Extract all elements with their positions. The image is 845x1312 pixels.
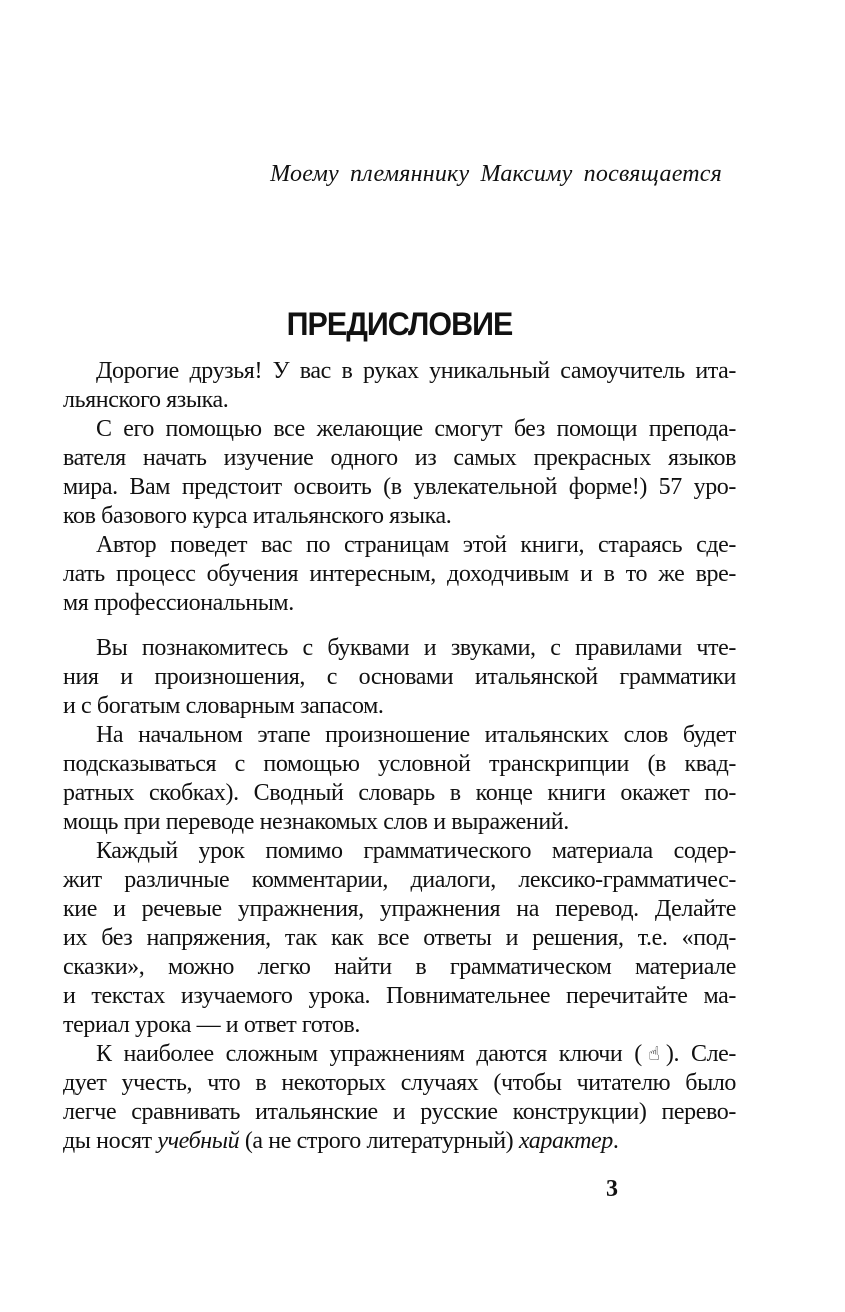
text-line: Автор поведет вас по страницам этой книги, стараясь сде- <box>96 532 736 558</box>
text-line: ков базового курса итальянского языка. <box>63 503 452 529</box>
text-line: вателя начать изучение одного из самых прекрасных языков <box>63 445 736 471</box>
paragraph <box>63 837 736 1040</box>
text-line: мира. Вам предстоит освоить (в увлекательной форме!) 57 уро- <box>63 474 736 500</box>
dedication-text: Моему племяннику Максиму посвящается <box>270 161 722 187</box>
preface-title: ПРЕДИСЛОВИЕ <box>286 306 513 342</box>
text-line: дует учесть, что в некоторых случаях (чтобы читателю было <box>63 1070 736 1096</box>
text-line: териал урока — и ответ готов. <box>63 1012 360 1038</box>
paragraph <box>63 357 736 415</box>
text-line: жит различные комментарии, диалоги, лексико-грамматичес- <box>63 867 736 893</box>
text-line: лать процесс обучения интересным, доходчивым и в то же вре- <box>63 561 736 587</box>
text-line: Вы познакомитесь с буквами и звуками, с правилами чте- <box>96 635 736 661</box>
text-line: и с богатым словарным запасом. <box>63 693 384 719</box>
text-line: С его помощью все желающие смогут без помощи препода- <box>96 416 736 442</box>
text-line: льянского языка. <box>63 387 229 413</box>
page-number: 3 <box>606 1176 618 1202</box>
text-line: их без напряжения, так как все ответы и решения, т.е. «под- <box>63 925 736 951</box>
pointing-hand-icon: ☝ <box>641 1043 666 1065</box>
text-line: легче сравнивать итальянские и русские конструкции) перево- <box>63 1099 736 1125</box>
paragraph <box>63 415 736 531</box>
paragraph <box>63 1040 736 1156</box>
text-line: ды носят учебный (а не строго литературный) характер. <box>63 1128 619 1154</box>
text-line: мя профессиональным. <box>63 590 294 616</box>
text-line: Каждый урок помимо грамматического материала содер- <box>96 838 736 864</box>
preface-body <box>63 357 736 1156</box>
text-line: На начальном этапе произношение итальянских слов будет <box>96 722 736 748</box>
text-line: мощь при переводе незнакомых слов и выражений. <box>63 809 569 835</box>
text-line: Дорогие друзья! У вас в руках уникальный самоучитель ита- <box>96 358 736 384</box>
text-line: подсказываться с помощью условной транскрипции (в квад- <box>63 751 736 777</box>
text-line: и текстах изучаемого урока. Повнимательнее перечитайте ма- <box>63 983 736 1009</box>
text-line: К наиболее сложным упражнениям даются ключи (☝). Сле- <box>96 1041 736 1067</box>
text-line: ния и произношения, с основами итальянской грамматики <box>63 664 736 690</box>
text-line: сказки», можно легко найти в грамматическом материале <box>63 954 736 980</box>
paragraph <box>63 634 736 721</box>
text-line: кие и речевые упражнения, упражнения на перевод. Делайте <box>63 896 736 922</box>
paragraph <box>63 531 736 618</box>
text-line: ратных скобках). Сводный словарь в конце книги окажет по- <box>63 780 736 806</box>
paragraph <box>63 721 736 837</box>
